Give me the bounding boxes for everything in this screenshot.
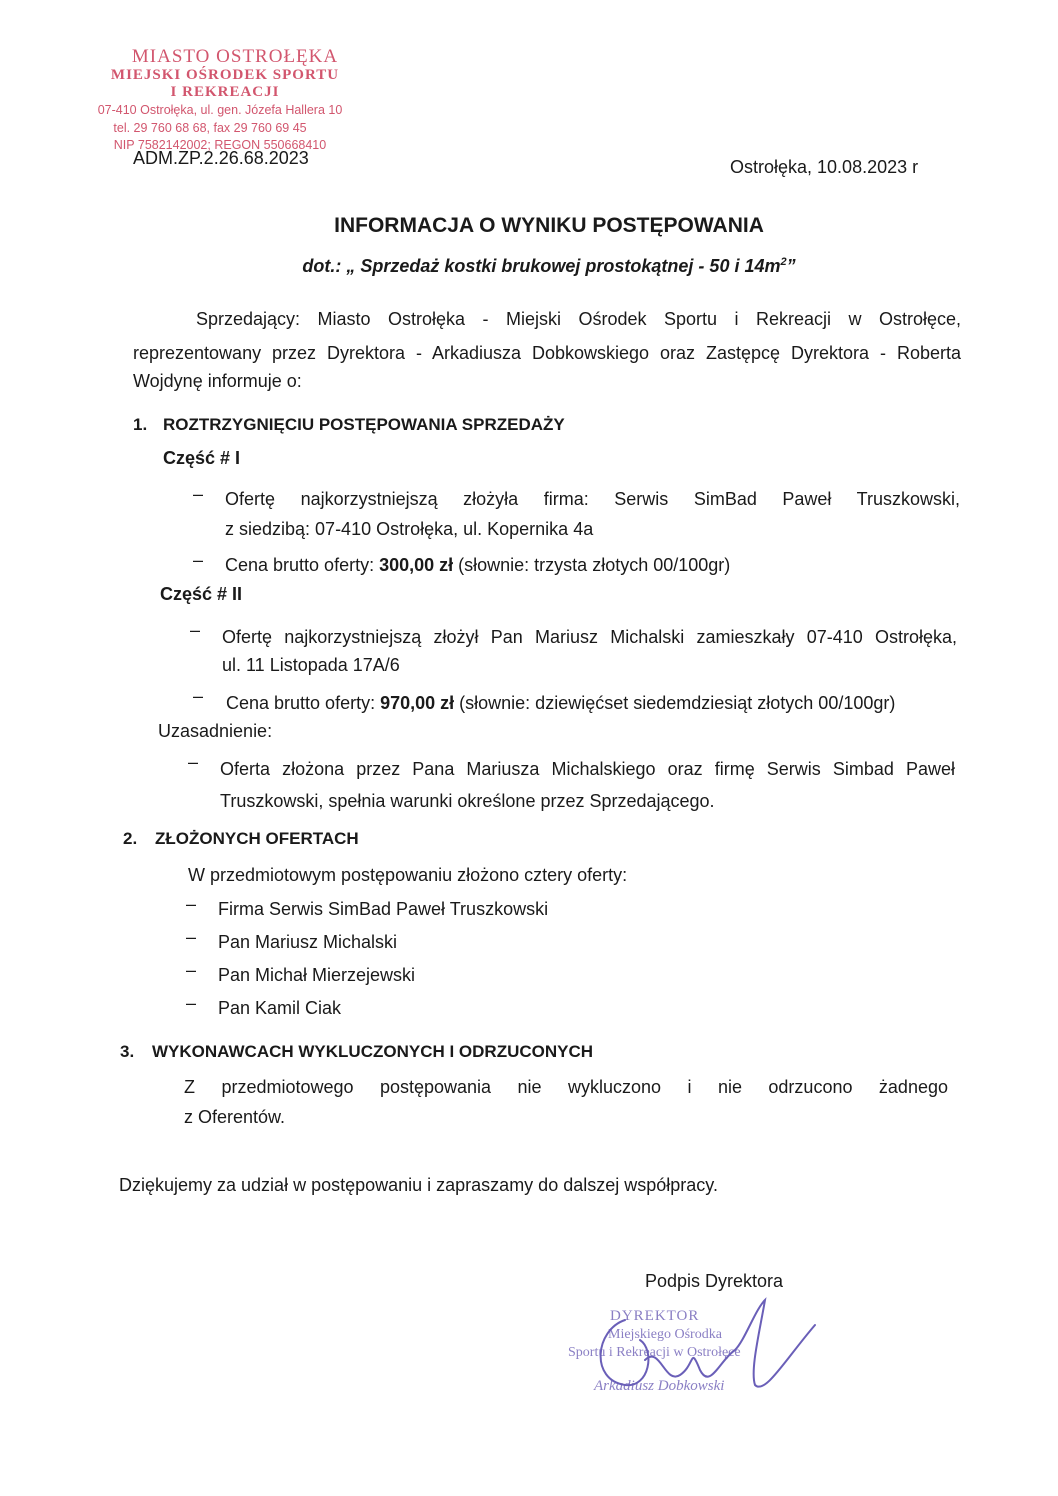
closing-text: Dziękujemy za udział w postępowaniu i zapraszamy do dalszej współpracy. <box>119 1175 718 1195</box>
stamp-phone: tel. 29 760 68 68, fax 29 760 69 45 <box>113 121 307 135</box>
bullet-dash: – <box>193 484 204 504</box>
signature-stamp-line-3: Sportu i Rekreacji w Ostrołęce <box>568 1345 741 1360</box>
stamp-institution-line1: MIEJSKI OŚRODEK SPORTU <box>110 67 340 83</box>
section-2-intro: W przedmiotowym postępowaniu złożono cztery oferty: <box>188 865 628 885</box>
stamp-institution-line2: I REKREACJI <box>170 84 280 100</box>
signature-stamp-title: DYREKTOR <box>610 1308 700 1324</box>
bullet-dash: – <box>186 960 197 980</box>
part-2-price-words: (słownie: dziewięćset siedemdziesiąt złotych 00/100gr) <box>454 693 896 713</box>
subtitle-text: dot.: „ Sprzedaż kostki brukowej prostokątnej - 50 i 14m <box>302 256 781 276</box>
stamp-tax-ids: NIP 7582142002; REGON 550668410 <box>113 138 327 152</box>
section-2-heading: ZŁOŻONYCH OFERTACH <box>155 829 359 848</box>
bullet-dash: – <box>186 894 197 914</box>
part-2-price-value: 970,00 zł <box>380 693 455 713</box>
bullet-dash: – <box>186 927 197 947</box>
intro-line-3: Wojdynę informuje o: <box>133 371 302 391</box>
bullet-dash: – <box>188 752 199 772</box>
part-1-price <box>225 550 730 580</box>
section-3-line-2: z Oferentów. <box>184 1107 286 1127</box>
offer-list-item: Pan Kamil Ciak <box>218 998 342 1018</box>
intro-line-1: Sprzedający: Miasto Ostrołęka - Miejski Ośrodek Sportu i Rekreacji w Ostrołęce, <box>196 309 961 329</box>
section-1-heading: ROZTRZYGNIĘCIU POSTĘPOWANIA SPRZEDAŻY <box>163 415 565 434</box>
signature-stamp-name: Arkadiusz Dobkowski <box>594 1378 725 1394</box>
handwritten-signature <box>585 1290 825 1410</box>
justification-line-1: Oferta złożona przez Pana Mariusza Michalskiego oraz firmę Serwis Simbad Paweł <box>220 759 955 779</box>
part-1-price-prefix: Cena brutto oferty: <box>225 555 380 575</box>
offer-list-item: Pan Mariusz Michalski <box>218 932 398 952</box>
part-1-offer-line-2: z siedzibą: 07-410 Ostrołęka, ul. Kopernika 4a <box>225 519 594 539</box>
section-2-number: 2. <box>123 829 138 848</box>
bullet-dash: – <box>186 993 197 1013</box>
part-1-label: Część # I <box>163 448 241 468</box>
part-2-offer-line-1: Ofertę najkorzystniejszą złożył Pan Mariusz Michalski zamieszkały 07-410 Ostrołęka, <box>222 627 957 647</box>
justification-line-2: Truszkowski, spełnia warunki określone przez Sprzedającego. <box>220 791 715 811</box>
subtitle-closing-quote: ” <box>786 256 796 276</box>
bullet-dash: – <box>190 620 201 640</box>
part-1-offer-line-1: Ofertę najkorzystniejszą złożyła firma: Serwis SimBad Paweł Truszkowski, <box>225 489 960 509</box>
stamp-city: MIASTO OSTROŁĘKA <box>131 46 339 67</box>
intro-line-2: reprezentowany przez Dyrektora - Arkadiusza Dobkowskiego oraz Zastępcę Dyrektora - Roberta <box>133 343 961 363</box>
subtitle-superscript: 2 <box>780 256 787 268</box>
offer-list-item: Firma Serwis SimBad Paweł Truszkowski <box>218 899 549 919</box>
document-title: INFORMACJA O WYNIKU POSTĘPOWANIA <box>334 214 764 237</box>
part-2-price-prefix: Cena brutto oferty: <box>226 693 381 713</box>
bullet-dash: – <box>193 686 204 706</box>
part-1-price-words: (słownie: trzysta złotych 00/100gr) <box>453 555 731 575</box>
bullet-dash: – <box>193 550 204 570</box>
part-2-offer-line-2: ul. 11 Listopada 17A/6 <box>222 655 400 675</box>
reference-number: ADM.ZP.2.26.68.2023 <box>133 148 309 168</box>
offer-list-item: Pan Michał Mierzejewski <box>218 965 416 985</box>
document-subtitle <box>0 256 1058 277</box>
part-2-label: Część # II <box>160 584 243 604</box>
section-3-heading: WYKONAWCACH WYKLUCZONYCH I ODRZUCONYCH <box>152 1042 594 1061</box>
justification-label: Uzasadnienie: <box>158 721 273 741</box>
signature-label: Podpis Dyrektora <box>645 1271 784 1291</box>
signature-stamp-line-2: Miejskiego Ośrodka <box>608 1327 722 1342</box>
part-2-price <box>226 688 895 718</box>
document-date: Ostrołęka, 10.08.2023 r <box>730 157 919 177</box>
stamp-address: 07-410 Ostrołęka, ul. gen. Józefa Hallera 10 <box>97 103 343 117</box>
section-3-line-1: Z przedmiotowego postępowania nie wykluczono i nie odrzucono żadnego <box>184 1077 948 1097</box>
section-1-number: 1. <box>133 415 148 434</box>
part-1-price-value: 300,00 zł <box>379 555 454 575</box>
section-3-number: 3. <box>120 1042 135 1061</box>
